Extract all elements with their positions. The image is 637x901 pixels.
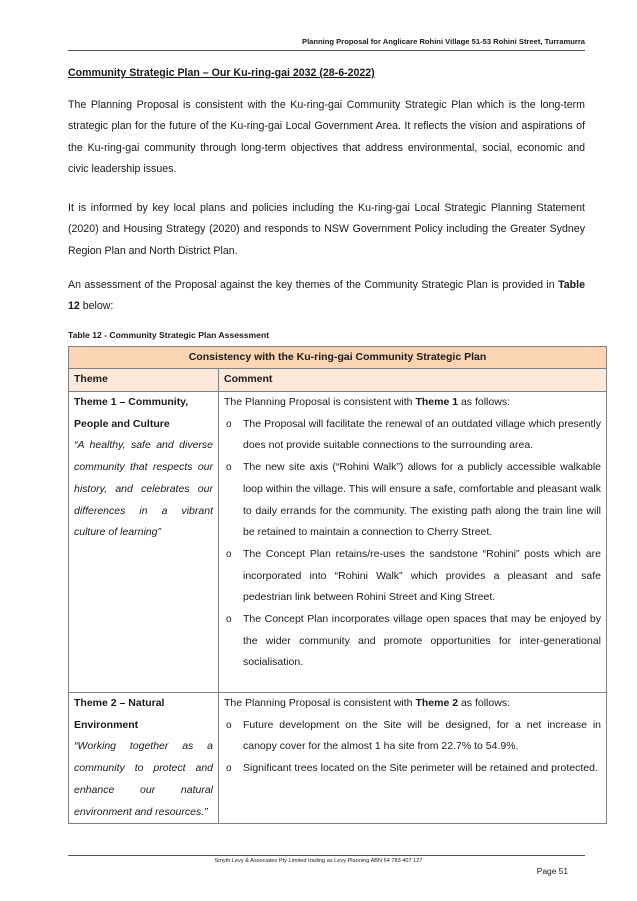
theme-name: Theme 2 – Natural Environment <box>74 697 165 731</box>
column-header-theme: Theme <box>69 369 219 392</box>
table-row <box>69 693 607 824</box>
paragraph-1: The Planning Proposal is consistent with the Ku-ring-gai Community Strategic Plan which is the long-term strategic plan for the future of the Ku-ring-gai Local Government Area. It reflects the vision and aspirations of the Ku-ring-gai community through long-term objectives that address environmental, social, economic and civic leadership issues. <box>68 99 585 175</box>
list-item: o The new site axis (“Rohini Walk”) allows for a publicly accessible walkable loop within the village. This will ensure a safe, comfortable and pleasant walk to daily errands for the community. The existing path along the train line will be retained to maintain a connection to Cherry Street. <box>224 457 601 544</box>
column-header-comment: Comment <box>219 369 607 392</box>
comment-cell <box>219 392 607 693</box>
footer-divider <box>68 855 585 856</box>
assessment-table <box>68 346 607 824</box>
theme-name: Theme 1 – Community, People and Culture <box>74 396 189 430</box>
paragraph-2: It is informed by key local plans and policies including the Ku-ring-gai Local Strategic Planning Statement (2020) and Housing Strategy (2020) and responds to NSW Government Policy including the Greater Sydney Region Plan and North District Plan. <box>68 202 585 257</box>
section-heading: Community Strategic Plan – Our Ku-ring-gai 2032 (28-6-2022) <box>68 67 375 79</box>
comment-list <box>224 715 601 780</box>
paragraph-3-end: below: <box>79 300 114 313</box>
theme-cell <box>69 693 219 824</box>
list-item: o The Concept Plan retains/re-uses the sandstone “Rohini” posts which are incorporated into “Rohini Walk” which provides a pleasant and safe pedestrian link between Rohini Street and King Street. <box>224 544 601 609</box>
list-item: o Future development on the Site will be designed, for a net increase in canopy cover for the almost 1 ha site from 22.7% to 54.9%. <box>224 715 601 758</box>
table-row <box>69 392 607 693</box>
header-divider <box>68 50 585 51</box>
comment-intro: The Planning Proposal is consistent with Theme 2 as follows: <box>224 697 510 709</box>
comment-cell <box>219 693 607 824</box>
theme-quote: “A healthy, safe and diverse community that respects our history, and celebrates our differences in a vibrant culture of learning” <box>74 439 213 539</box>
table-title: Consistency with the Ku-ring-gai Community Strategic Plan <box>69 347 607 369</box>
footer-company: Smyth Levy & Associates Pty Limited trading as Levy Planning ABN 64 783 407 127 <box>214 858 423 864</box>
comment-intro: The Planning Proposal is consistent with Theme 1 as follows: <box>224 396 510 408</box>
table-reference: Table 12 <box>68 279 585 313</box>
theme-cell <box>69 392 219 693</box>
comment-list <box>224 414 601 674</box>
list-item: o The Concept Plan incorporates village open spaces that may be enjoyed by the wider community and promote opportunities for inter-generational socialisation. <box>224 609 601 674</box>
page-number: Page 51 <box>536 866 568 876</box>
list-item: o The Proposal will facilitate the renewal of an outdated village which presently does not provide suitable connections to the surrounding area. <box>224 414 601 457</box>
list-item: o Significant trees located on the Site perimeter will be retained and protected. <box>224 758 601 780</box>
page-header: Planning Proposal for Anglicare Rohini Village 51-53 Rohini Street, Turramurra <box>302 37 585 46</box>
table-caption: Table 12 - Community Strategic Plan Assessment <box>68 330 270 340</box>
paragraph-3-text: An assessment of the Proposal against the key themes of the Community Strategic Plan is provided in <box>68 279 559 291</box>
theme-quote: “Working together as a community to protect and enhance our natural environment and resources.” <box>74 740 213 818</box>
paragraph-3 <box>68 275 585 318</box>
